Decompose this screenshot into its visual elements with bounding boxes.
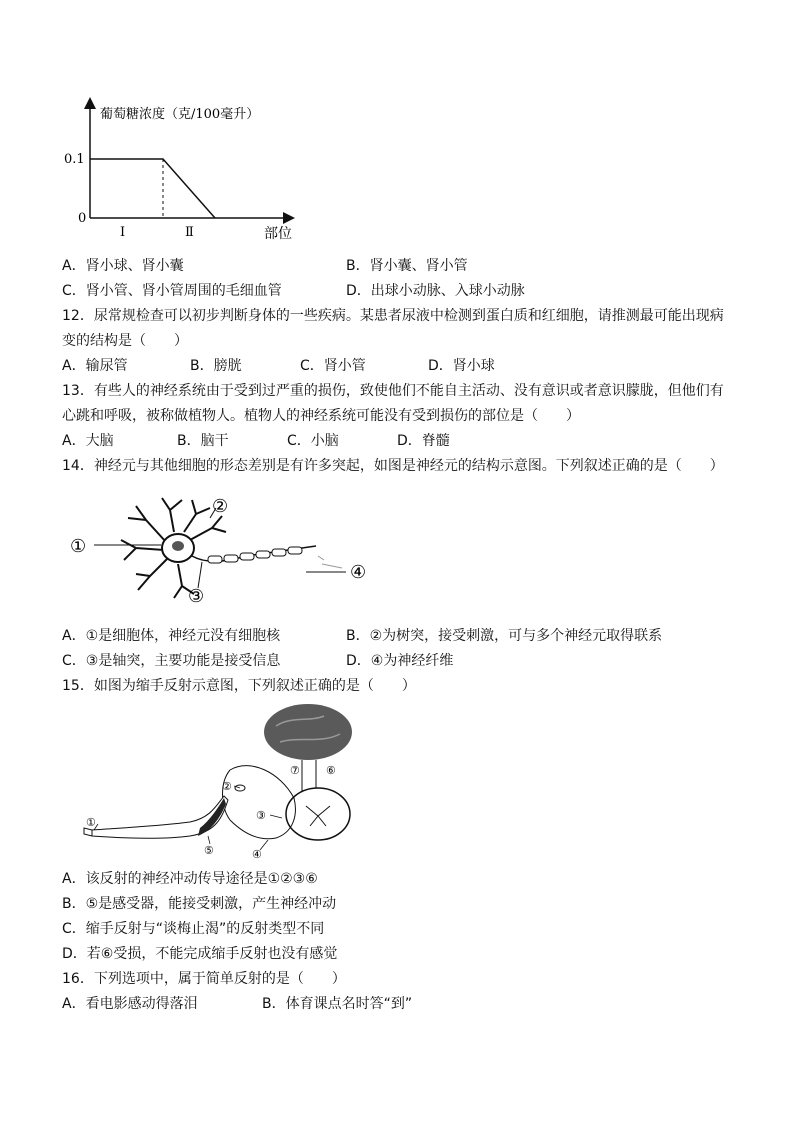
q13-option-a[interactable]: A．大脑 <box>62 433 114 449</box>
x-axis-label: 部位 <box>264 226 292 242</box>
q15-option-b[interactable]: B．⑤是感受器，能接受刺激，产生神经冲动 <box>62 896 337 912</box>
q14-option-b[interactable]: B．②为树突，接受刺激，可与多个神经元取得联系 <box>346 628 663 644</box>
q12-option-a[interactable]: A．输尿管 <box>62 358 128 374</box>
reflex-label-2: ② <box>222 780 232 793</box>
reflex-label-4: ④ <box>252 848 262 861</box>
neuron-label-3: ③ <box>188 586 205 607</box>
reflex-label-7: ⑦ <box>290 764 300 777</box>
nucleus <box>172 541 184 551</box>
q15-option-a[interactable]: A．该反射的神经冲动传导途径是①②③⑥ <box>62 871 318 887</box>
muscle <box>198 798 226 836</box>
q11-option-c[interactable]: C．肾小管、肾小管周围的毛细血管 <box>62 283 282 299</box>
q12-stem-line1: 12．尿常规检查可以初步判断身体的一些疾病。某患者尿液中检测到蛋白质和红细胞，请推测最可能出现病 <box>62 308 724 324</box>
q14-stem: 14．神经元与其他细胞的形态差别是有许多突起，如图是神经元的结构示意图。下列叙述正确的是（ ） <box>62 458 724 474</box>
q12-option-d[interactable]: D．肾小球 <box>428 358 495 374</box>
reflex-label-1: ① <box>86 816 96 829</box>
x-region-2: Ⅱ <box>185 225 194 240</box>
q13-option-d[interactable]: D．脊髓 <box>397 433 450 449</box>
neuron-label-4: ④ <box>350 562 367 583</box>
neuron-label-1: ① <box>70 536 87 557</box>
q16-option-a[interactable]: A．看电影感动得落泪 <box>62 996 198 1012</box>
arm <box>92 796 228 838</box>
q14-option-c[interactable]: C．③是轴突，主要功能是接受信息 <box>62 653 281 669</box>
q15-option-c[interactable]: C．缩手反射与“谈梅止渴”的反射类型不同 <box>62 921 325 937</box>
neuron-label-2: ② <box>212 496 229 517</box>
y-axis-label: 葡萄糖浓度（克/100毫升） <box>100 107 260 122</box>
q13-stem-line1: 13．有些人的神经系统由于受到过严重的损伤，致使他们不能自主活动、没有意识或者意识朦胧，但他们有 <box>62 383 724 399</box>
q15-option-d[interactable]: D．若⑥受损，不能完成缩手反射也没有感觉 <box>62 946 338 962</box>
q15-stem: 15．如图为缩手反射示意图，下列叙述正确的是（ ） <box>62 678 416 694</box>
q11-option-d[interactable]: D．出球小动脉、入球小动脉 <box>346 283 525 299</box>
reflex-label-5: ⑤ <box>204 844 214 857</box>
q13-option-c[interactable]: C．小脑 <box>287 433 339 449</box>
reflex-arc-diagram <box>80 702 380 864</box>
q14-option-a[interactable]: A．①是细胞体，神经元没有细胞核 <box>62 628 281 644</box>
q13-stem-line2: 心跳和呼吸，被称做植物人。植物人的神经系统可能没有受到损伤的部位是（ ） <box>62 408 580 424</box>
x-region-1: Ⅰ <box>120 225 126 240</box>
y-tick-0: 0 <box>78 211 87 226</box>
brain <box>264 704 352 760</box>
glucose-series-line <box>90 159 215 218</box>
axon-terminal <box>318 556 342 568</box>
reflex-label-3: ③ <box>256 809 266 822</box>
neuron-diagram <box>66 490 386 608</box>
q11-option-b[interactable]: B．肾小囊、肾小管 <box>346 258 468 274</box>
q16-stem: 16．下列选项中，属于简单反射的是（ ） <box>62 971 346 987</box>
q12-option-c[interactable]: C．肾小管 <box>300 358 366 374</box>
q12-option-b[interactable]: B．膀胱 <box>190 358 242 374</box>
q11-option-a[interactable]: A．肾小球、肾小囊 <box>62 258 184 274</box>
q16-option-b[interactable]: B．体育课点名时答“到” <box>262 996 413 1012</box>
q12-stem-line2: 变的结构是（ ） <box>62 333 188 349</box>
q13-option-b[interactable]: B．脑干 <box>177 433 229 449</box>
q14-option-d[interactable]: D．④为神经纤维 <box>346 653 454 669</box>
reflex-label-6: ⑥ <box>326 764 336 777</box>
glucose-chart <box>60 92 310 242</box>
y-tick-0.1: 0.1 <box>64 152 85 167</box>
